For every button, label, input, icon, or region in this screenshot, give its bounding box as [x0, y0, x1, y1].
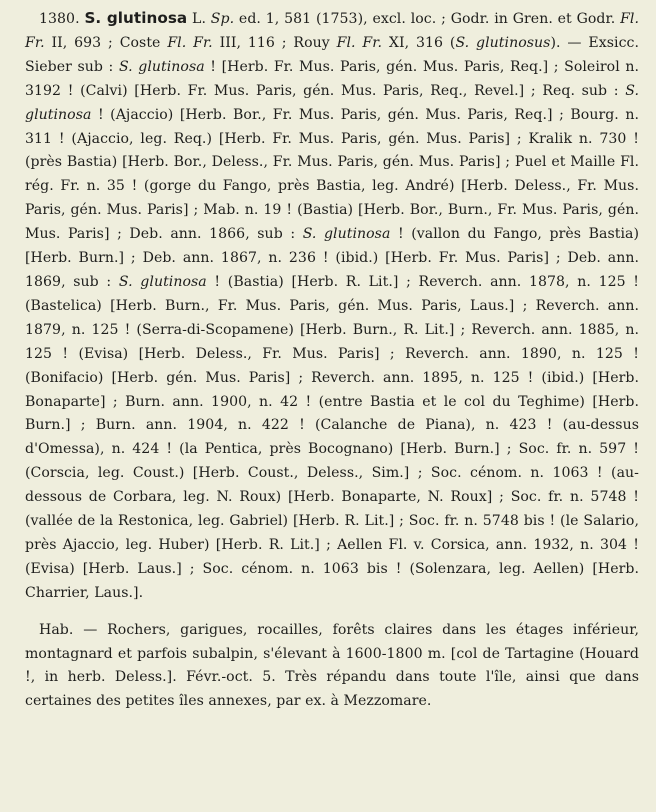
seg-7: Fl. Fr.: [336, 34, 383, 51]
seg-10: ). — Exsicc. Sieber sub :: [25, 34, 639, 75]
seg-13: S. glutinosa: [25, 82, 639, 123]
seg-3: Fl. Fr.: [25, 11, 640, 51]
seg-18: ! (Bastia) [Herb. R. Lit.] ; Reverch. ann. 1878, n. 125 ! (Bastelica) [Herb. Burn., Fr. Mus. Paris, gén. Mus. Paris, Laus.] ; Reverch. ann. 1879, n. 125 ! (Serra-di-Scopamene) [Herb. Burn., R. Lit.] ; Reverch. ann. 1885, n. 125 ! (Evisa) [Herb. Deless., Fr. Mus. Paris] ; Reverch. ann. 1890, n. 125 ! (Bonifacio) [Herb. gén. Mus. Paris] ; Reverch. ann. 1895, n. 125 ! (ibid.) [Herb. Bonaparte] ; Burn. ann. 1900, n. 42 ! (entre Bastia et le col du Teghime) [Herb. Burn.] ; Burn. ann. 1904, n. 422 ! (Calanche de Piana), n. 423 ! (au-dessus d'Omessa), n. 424 ! (la Pentica, près Bocognano) [Herb. Burn.] ; Soc. fr. n. 597 ! (Corscia, leg. Coust.) [Herb. Coust., Deless., Sim.] ; Soc. cénom. n. 1063 ! (au-dessous de Corbara, leg. N. Roux) [Herb. Bonaparte, N. Roux] ; Soc. fr. n. 5748 ! (vallée de la Restonica, leg. Gabriel) [Herb. R. Lit.] ; Soc. fr. n. 5748 bis ! (le Salario, près Ajaccio, leg. Huber) [Herb. R. Lit.] ; Aellen Fl. v. Corsica, ann. 1932, n. 304 ! (Evisa) [Herb. Laus.] ; Soc. cénom. n. 1063 bis ! (Solenzara, leg. Aellen) [Herb. Charrier, Laus.].: [25, 273, 640, 601]
seg-14: ! (Ajaccio) [Herb. Bor., Fr. Mus. Paris, gén. Mus. Paris, Req.] ; Bourg. n. 311 ! (Ajaccio, leg. Req.) [Herb. Fr. Mus. Paris, gén. Mus. Paris] ; Kralik n. 730 ! (près Bastia) [Herb. Bor., Deless., Fr. Mus. Paris, gén. Mus. Paris] ; Puel et Maille Fl. rég. Fr. n. 35 ! (gorge du Fango, près Bastia, leg. André) [Herb. Deless., Fr. Mus. Paris, gén. Mus. Paris] ; Mab. n. 19 ! (Bastia) [Herb. Bor., Burn., Fr. Mus. Paris, gén. Mus. Paris] ; Deb. ann. 1866, sub :: [25, 106, 639, 243]
seg-2: ed. 1, 581 (1753), excl. loc. ; Godr. in Gren. et Godr.: [234, 11, 621, 27]
seg-1: Sp.: [210, 11, 235, 27]
species-entry: [25, 7, 639, 606]
species-name: S. glutinosa: [84, 9, 188, 27]
seg-8: XI, 316 (: [382, 34, 456, 51]
seg-9: S. glutinosus: [455, 34, 551, 51]
entry-number: 1380.: [39, 11, 80, 27]
seg-5: Fl. Fr.: [167, 34, 213, 51]
habitat-paragraph: Hab. — Rochers, garigues, rocailles, forêts claires dans les étages inférieur, montagnard et parfois subalpin, s'élevant à 1600-1800 m. [col de Tartagine (Houard !, in herb. Deless.]. Févr.-oct. 5. Très répandu dans toute l'île, ainsi que dans certaines des petites îles annexes, par ex. à Mezzomare.: [25, 621, 639, 710]
entry-body: [25, 11, 639, 601]
seg-15: S. glutinosa: [302, 226, 391, 243]
seg-6: III, 116 ; Rouy: [212, 34, 337, 51]
seg-4: II, 693 ; Coste: [44, 34, 168, 51]
seg-11: S. glutinosa: [118, 58, 205, 75]
seg-16: ! (vallon du Fango, près Bastia) [Herb. Burn.] ; Deb. ann. 1867, n. 236 ! (ibid.) [Herb. Fr. Mus. Paris] ; Deb. ann. 1869, sub :: [25, 226, 639, 290]
seg-0: L.: [187, 11, 211, 27]
seg-17: S. glutinosa: [118, 273, 207, 290]
seg-12: ! [Herb. Fr. Mus. Paris, gén. Mus. Paris, Req.] ; Soleirol n. 3192 ! (Calvi) [Herb. Fr. Mus. Paris, gén. Mus. Paris, Req., Revel.] ; Req. sub :: [25, 58, 639, 99]
